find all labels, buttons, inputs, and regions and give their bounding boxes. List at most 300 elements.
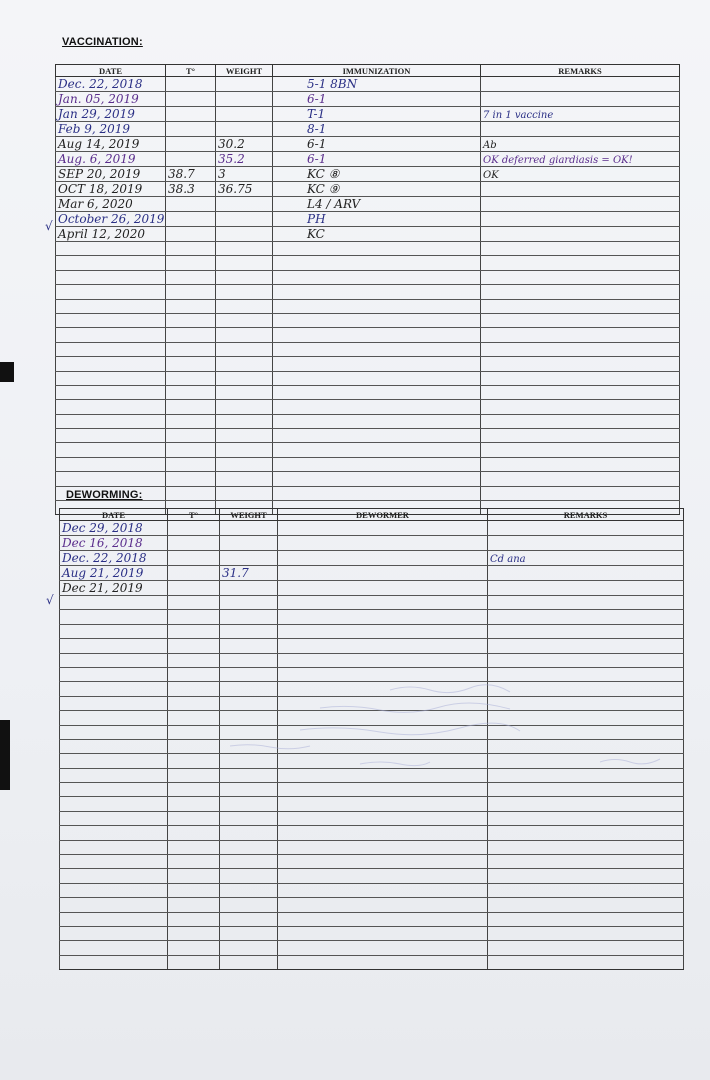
remarks-cell [488,783,684,797]
temp-cell [166,122,216,137]
immunization-cell [273,242,481,256]
handwritten-remarks: 7 in 1 vaccine [483,110,554,121]
immunization-cell [273,457,481,471]
date-cell [56,167,166,182]
temp-cell [168,811,220,825]
dewormer-cell [278,521,488,536]
deworming-row [60,840,684,854]
remarks-cell [481,400,680,414]
remarks-cell [488,639,684,653]
vaccination-row [56,285,680,299]
temp-cell [168,551,220,566]
vaccination-row [56,313,680,327]
deworming-row [60,826,684,840]
remarks-cell [481,385,680,399]
date-cell [56,400,166,414]
date-cell [56,472,166,486]
handwritten-temp: 38.7 [168,167,195,181]
temp-cell [166,182,216,197]
vaccination-row [56,92,680,107]
date-cell [60,566,168,581]
date-cell [56,357,166,371]
col-remarks: REMARKS [481,65,680,77]
temp-cell [168,596,220,610]
date-cell [56,270,166,284]
weight-cell [220,826,278,840]
temp-cell [166,400,216,414]
date-cell [60,596,168,610]
temp-cell [166,429,216,443]
weight-cell [220,596,278,610]
remarks-cell [481,107,680,122]
weight-cell [220,624,278,638]
temp-cell [168,855,220,869]
remarks-cell [481,299,680,313]
remarks-cell [488,797,684,811]
dewormer-cell [278,596,488,610]
immunization-cell [273,92,481,107]
weight-cell [216,197,273,212]
remarks-cell [481,227,680,242]
temp-cell [168,883,220,897]
weight-cell [220,898,278,912]
handwritten-date: SEP 20, 2019 [58,167,141,181]
date-cell [56,152,166,167]
weight-cell [220,797,278,811]
handwritten-weight: 3 [218,167,226,181]
immunization-cell [273,371,481,385]
temp-cell [166,152,216,167]
dewormer-cell [278,551,488,566]
weight-cell [216,385,273,399]
dewormer-cell [278,941,488,955]
deworming-row [60,639,684,653]
dewormer-cell [278,811,488,825]
deworming-row [60,551,684,566]
handwritten-date: Aug. 6, 2019 [58,152,136,166]
remarks-cell [488,566,684,581]
handwritten-immunization: 6-1 [307,137,327,151]
weight-cell [216,270,273,284]
date-cell [60,912,168,926]
vaccination-row [56,137,680,152]
weight-cell [216,242,273,256]
remarks-cell [488,536,684,551]
handwritten-date: Dec 29, 2018 [62,521,143,535]
check-mark-vaccination: √ [45,219,53,233]
vaccination-row [56,182,680,197]
handwritten-weight: 35.2 [218,152,245,166]
weight-cell [220,581,278,596]
weight-cell [216,227,273,242]
temp-cell [166,77,216,92]
date-cell [60,536,168,551]
immunization-cell [273,328,481,342]
bleed-through-marks [60,660,680,780]
remarks-cell [481,414,680,428]
handwritten-date: April 12, 2020 [58,227,146,241]
vaccination-row [56,299,680,313]
date-cell [60,869,168,883]
vaccination-row [56,227,680,242]
weight-cell [220,941,278,955]
temp-cell [168,826,220,840]
weight-cell [220,551,278,566]
date-cell [56,443,166,457]
weight-cell [220,869,278,883]
weight-cell [216,256,273,270]
vaccination-row [56,371,680,385]
weight-cell [220,811,278,825]
vaccination-row [56,328,680,342]
remarks-cell [481,486,680,500]
vaccination-row [56,212,680,227]
temp-cell [166,107,216,122]
temp-cell [168,898,220,912]
dewormer-cell [278,566,488,581]
vaccination-row [56,414,680,428]
immunization-cell [273,285,481,299]
deworming-row [60,955,684,969]
col-weight: WEIGHT [220,509,278,521]
col-weight: WEIGHT [216,65,273,77]
date-cell [56,457,166,471]
weight-cell [220,855,278,869]
temp-cell [166,443,216,457]
handwritten-remarks: Cd ana [490,554,526,565]
vaccination-row [56,429,680,443]
col-date: DATE [56,65,166,77]
temp-cell [168,941,220,955]
dewormer-cell [278,826,488,840]
dewormer-cell [278,883,488,897]
vaccination-row [56,197,680,212]
col-temp: T° [166,65,216,77]
immunization-cell [273,197,481,212]
vaccination-row [56,122,680,137]
date-cell [56,285,166,299]
date-cell [56,342,166,356]
vaccination-row [56,457,680,471]
deworming-title: DEWORMING: [66,489,143,501]
handwritten-date: Aug 14, 2019 [58,137,140,151]
deworming-row [60,783,684,797]
remarks-cell [481,256,680,270]
remarks-cell [481,357,680,371]
weight-cell [220,536,278,551]
date-cell [56,92,166,107]
date-cell [60,840,168,854]
weight-cell [216,92,273,107]
immunization-cell [273,400,481,414]
date-cell [56,299,166,313]
temp-cell [168,566,220,581]
temp-cell [166,167,216,182]
temp-cell [168,610,220,624]
vaccination-row [56,357,680,371]
date-cell [56,256,166,270]
deworming-row [60,610,684,624]
deworming-row [60,898,684,912]
handwritten-immunization: 8-1 [307,122,327,136]
handwritten-remarks: OK deferred giardiasis = OK! [483,155,633,166]
remarks-cell [488,912,684,926]
date-cell [60,521,168,536]
dewormer-cell [278,869,488,883]
deworming-row [60,811,684,825]
temp-cell [166,256,216,270]
weight-cell [216,77,273,92]
temp-cell [166,212,216,227]
temp-cell [166,328,216,342]
vaccination-row [56,385,680,399]
remarks-cell [488,811,684,825]
remarks-cell [481,182,680,197]
weight-cell [220,566,278,581]
date-cell [60,783,168,797]
weight-cell [216,486,273,500]
weight-cell [220,840,278,854]
date-cell [60,581,168,596]
weight-cell [220,610,278,624]
temp-cell [168,840,220,854]
vaccination-title: VACCINATION: [62,36,143,48]
weight-cell [220,926,278,940]
date-cell [60,955,168,969]
date-cell [60,926,168,940]
weight-cell [216,122,273,137]
vaccination-row [56,167,680,182]
vaccination-row [56,256,680,270]
weight-cell [220,883,278,897]
temp-cell [166,299,216,313]
remarks-cell [481,197,680,212]
deworming-row [60,596,684,610]
handwritten-immunization: T-1 [307,107,326,121]
vaccination-row [56,486,680,500]
remarks-cell [481,472,680,486]
dewormer-cell [278,610,488,624]
remarks-cell [481,429,680,443]
handwritten-date: October 26, 2019 [58,212,165,226]
immunization-cell [273,414,481,428]
date-cell [60,941,168,955]
temp-cell [168,912,220,926]
date-cell [60,826,168,840]
remarks-cell [488,855,684,869]
date-cell [56,137,166,152]
immunization-cell [273,122,481,137]
vaccination-row [56,443,680,457]
handwritten-immunization: KC ⑨ [307,182,340,196]
temp-cell [168,869,220,883]
temp-cell [168,581,220,596]
weight-cell [216,472,273,486]
temp-cell [166,313,216,327]
deworming-row [60,855,684,869]
immunization-cell [273,77,481,92]
immunization-cell [273,167,481,182]
dewormer-cell [278,639,488,653]
date-cell [56,77,166,92]
remarks-cell [488,610,684,624]
vaccination-row [56,400,680,414]
weight-cell [216,357,273,371]
immunization-cell [273,313,481,327]
remarks-cell [488,941,684,955]
date-cell [56,242,166,256]
date-cell [60,855,168,869]
vaccination-row [56,472,680,486]
handwritten-date: Dec. 22, 2018 [58,77,143,91]
remarks-cell [488,883,684,897]
date-cell [60,811,168,825]
remarks-cell [481,92,680,107]
scan-edge-shadow [0,362,14,382]
temp-cell [166,137,216,152]
vaccination-row [56,107,680,122]
date-cell [56,429,166,443]
date-cell [56,385,166,399]
deworming-row [60,912,684,926]
dewormer-cell [278,581,488,596]
remarks-cell [481,167,680,182]
vaccination-row [56,77,680,92]
weight-cell [216,313,273,327]
col-remarks: REMARKS [488,509,684,521]
vaccination-table [55,64,680,515]
remarks-cell [481,152,680,167]
remarks-cell [481,443,680,457]
temp-cell [166,385,216,399]
handwritten-remarks: OK [483,170,499,181]
remarks-cell [481,77,680,92]
remarks-cell [488,551,684,566]
date-cell [56,182,166,197]
handwritten-immunization: KC ⑧ [307,167,340,181]
date-cell [60,898,168,912]
date-cell [56,328,166,342]
date-cell [56,227,166,242]
handwritten-immunization: 5-1 8BN [307,77,358,91]
deworming-row [60,883,684,897]
remarks-cell [481,212,680,227]
temp-cell [168,521,220,536]
remarks-cell [488,955,684,969]
immunization-cell [273,385,481,399]
dewormer-cell [278,536,488,551]
weight-cell [216,182,273,197]
handwritten-remarks: Ab [483,140,497,151]
date-cell [56,414,166,428]
temp-cell [168,783,220,797]
deworming-row [60,926,684,940]
immunization-cell [273,357,481,371]
handwritten-weight: 31.7 [222,566,249,580]
handwritten-date: Jan 29, 2019 [58,107,135,121]
remarks-cell [488,581,684,596]
temp-cell [166,472,216,486]
date-cell [60,639,168,653]
weight-cell [216,400,273,414]
weight-cell [220,912,278,926]
handwritten-date: Dec 16, 2018 [62,536,143,550]
temp-cell [166,486,216,500]
weight-cell [216,212,273,227]
remarks-cell [481,137,680,152]
remarks-cell [481,328,680,342]
immunization-cell [273,443,481,457]
handwritten-date: Mar 6, 2020 [58,197,133,211]
col-immunization: IMMUNIZATION [273,65,481,77]
date-cell [56,197,166,212]
weight-cell [216,457,273,471]
weight-cell [216,107,273,122]
handwritten-immunization: KC [307,227,325,241]
vaccination-row [56,342,680,356]
remarks-cell [481,313,680,327]
weight-cell [216,371,273,385]
weight-cell [216,137,273,152]
handwritten-date: Aug 21, 2019 [62,566,144,580]
date-cell [60,883,168,897]
date-cell [56,122,166,137]
weight-cell [216,414,273,428]
vaccination-row [56,270,680,284]
handwritten-weight: 30.2 [218,137,245,151]
col-date: DATE [60,509,168,521]
remarks-cell [488,624,684,638]
weight-cell [216,429,273,443]
temp-cell [166,197,216,212]
handwritten-immunization: 6-1 [307,152,327,166]
temp-cell [166,242,216,256]
date-cell [56,212,166,227]
deworming-row [60,941,684,955]
immunization-cell [273,256,481,270]
dewormer-cell [278,955,488,969]
temp-cell [166,285,216,299]
weight-cell [220,639,278,653]
remarks-cell [481,242,680,256]
dewormer-cell [278,783,488,797]
remarks-cell [481,457,680,471]
deworming-row [60,581,684,596]
immunization-cell [273,472,481,486]
handwritten-immunization: 6-1 [307,92,327,106]
weight-cell [216,328,273,342]
dewormer-cell [278,855,488,869]
weight-cell [216,152,273,167]
immunization-cell [273,486,481,500]
date-cell [56,313,166,327]
deworming-row [60,536,684,551]
immunization-cell [273,429,481,443]
immunization-cell [273,137,481,152]
immunization-cell [273,182,481,197]
handwritten-date: Feb 9, 2019 [58,122,131,136]
date-cell [56,371,166,385]
weight-cell [216,443,273,457]
temp-cell [166,270,216,284]
temp-cell [168,624,220,638]
remarks-cell [488,869,684,883]
remarks-cell [488,826,684,840]
dewormer-cell [278,926,488,940]
date-cell [60,797,168,811]
date-cell [60,624,168,638]
temp-cell [168,536,220,551]
